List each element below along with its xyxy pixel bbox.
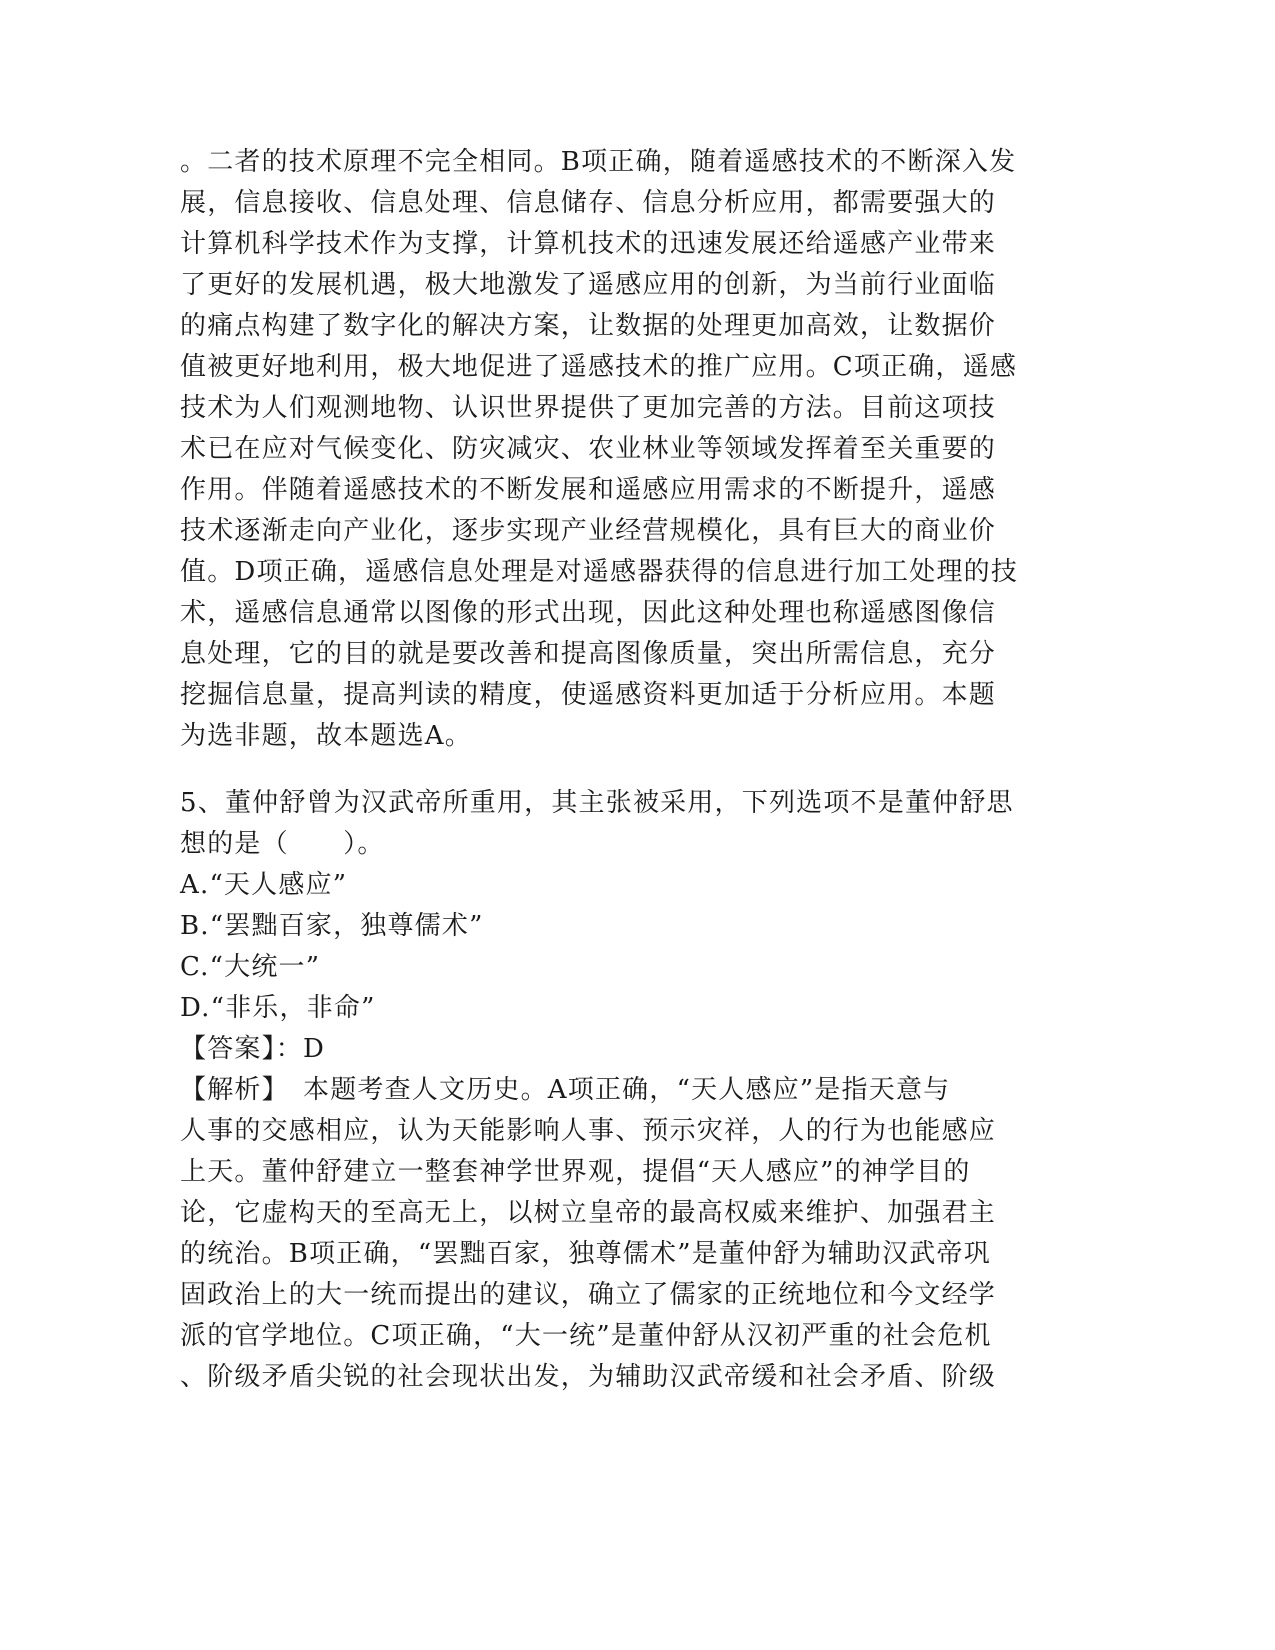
explanation-line: 技术为人们观测地物、认识世界提供了更加完善的方法。目前这项技	[180, 393, 997, 423]
explanation-line: 。二者的技术原理不完全相同。B项正确，随着遥感技术的不断深入发	[180, 147, 1017, 177]
analysis-line: 、阶级矛盾尖锐的社会现状出发，为辅助汉武帝缓和社会矛盾、阶级	[180, 1362, 997, 1392]
option-a: A.“天人感应”	[180, 870, 348, 900]
answer-line: 【答案】：D	[180, 1034, 326, 1064]
explanation-line: 值被更好地利用，极大地促进了遥感技术的推广应用。C项正确，遥感	[180, 352, 1018, 382]
document-page	[180, 142, 1050, 1398]
explanation-line: 为选非题，故本题选A。	[180, 721, 472, 751]
previous-explanation	[180, 142, 1050, 757]
question-5	[180, 783, 1050, 1398]
analysis-line: 派的官学地位。C项正确，“大一统”是董仲舒从汉初严重的社会危机	[180, 1321, 992, 1351]
paragraph-gap	[180, 757, 1050, 783]
explanation-line: 技术逐渐走向产业化，逐步实现产业经营规模化，具有巨大的商业价	[180, 516, 997, 546]
question-stem	[180, 783, 1050, 865]
explanation-line: 挖掘信息量，提高判读的精度，使遥感资料更加适于分析应用。本题	[180, 680, 997, 710]
explanation-line: 术，遥感信息通常以图像的形式出现，因此这种处理也称遥感图像信	[180, 598, 997, 628]
explanation-line: 息处理，它的目的就是要改善和提高图像质量，突出所需信息，充分	[180, 639, 997, 669]
analysis-line: 固政治上的大一统而提出的建议，确立了儒家的正统地位和今文经学	[180, 1280, 997, 1310]
analysis	[180, 1070, 1050, 1398]
explanation-line: 值。D项正确，遥感信息处理是对遥感器获得的信息进行加工处理的技	[180, 557, 1019, 587]
option-d: D.“非乐，非命”	[180, 993, 376, 1023]
explanation-line: 计算机科学技术作为支撑，计算机技术的迅速发展还给遥感产业带来	[180, 229, 997, 259]
explanation-line: 作用。伴随着遥感技术的不断发展和遥感应用需求的不断提升，遥感	[180, 475, 997, 505]
explanation-line: 展，信息接收、信息处理、信息储存、信息分析应用，都需要强大的	[180, 188, 997, 218]
analysis-line: 论，它虚构天的至高无上，以树立皇帝的最高权威来维护、加强君主	[180, 1198, 997, 1228]
options-list	[180, 865, 1050, 1029]
analysis-line: 人事的交感相应，认为天能影响人事、预示灾祥，人的行为也能感应	[180, 1116, 997, 1146]
explanation-line: 的痛点构建了数字化的解决方案，让数据的处理更加高效，让数据价	[180, 311, 997, 341]
explanation-line: 了更好的发展机遇，极大地激发了遥感应用的创新，为当前行业面临	[180, 270, 997, 300]
stem-line: 想的是（ ）。	[180, 829, 385, 859]
stem-line: 5、董仲舒曾为汉武帝所重用，其主张被采用，下列选项不是董仲舒思	[180, 788, 1014, 818]
option-c: C.“大统一”	[180, 952, 321, 982]
analysis-line: 上天。董仲舒建立一整套神学世界观，提倡“天人感应”的神学目的	[180, 1157, 971, 1187]
analysis-line: 的统治。B项正确，“罢黜百家，独尊儒术”是董仲舒为辅助汉武帝巩	[180, 1239, 991, 1269]
analysis-line: 【解析】 本题考查人文历史。A项正确，“天人感应”是指天意与	[180, 1075, 951, 1105]
explanation-line: 术已在应对气候变化、防灾减灾、农业林业等领域发挥着至关重要的	[180, 434, 997, 464]
option-b: B.“罢黜百家，独尊儒术”	[180, 911, 484, 941]
